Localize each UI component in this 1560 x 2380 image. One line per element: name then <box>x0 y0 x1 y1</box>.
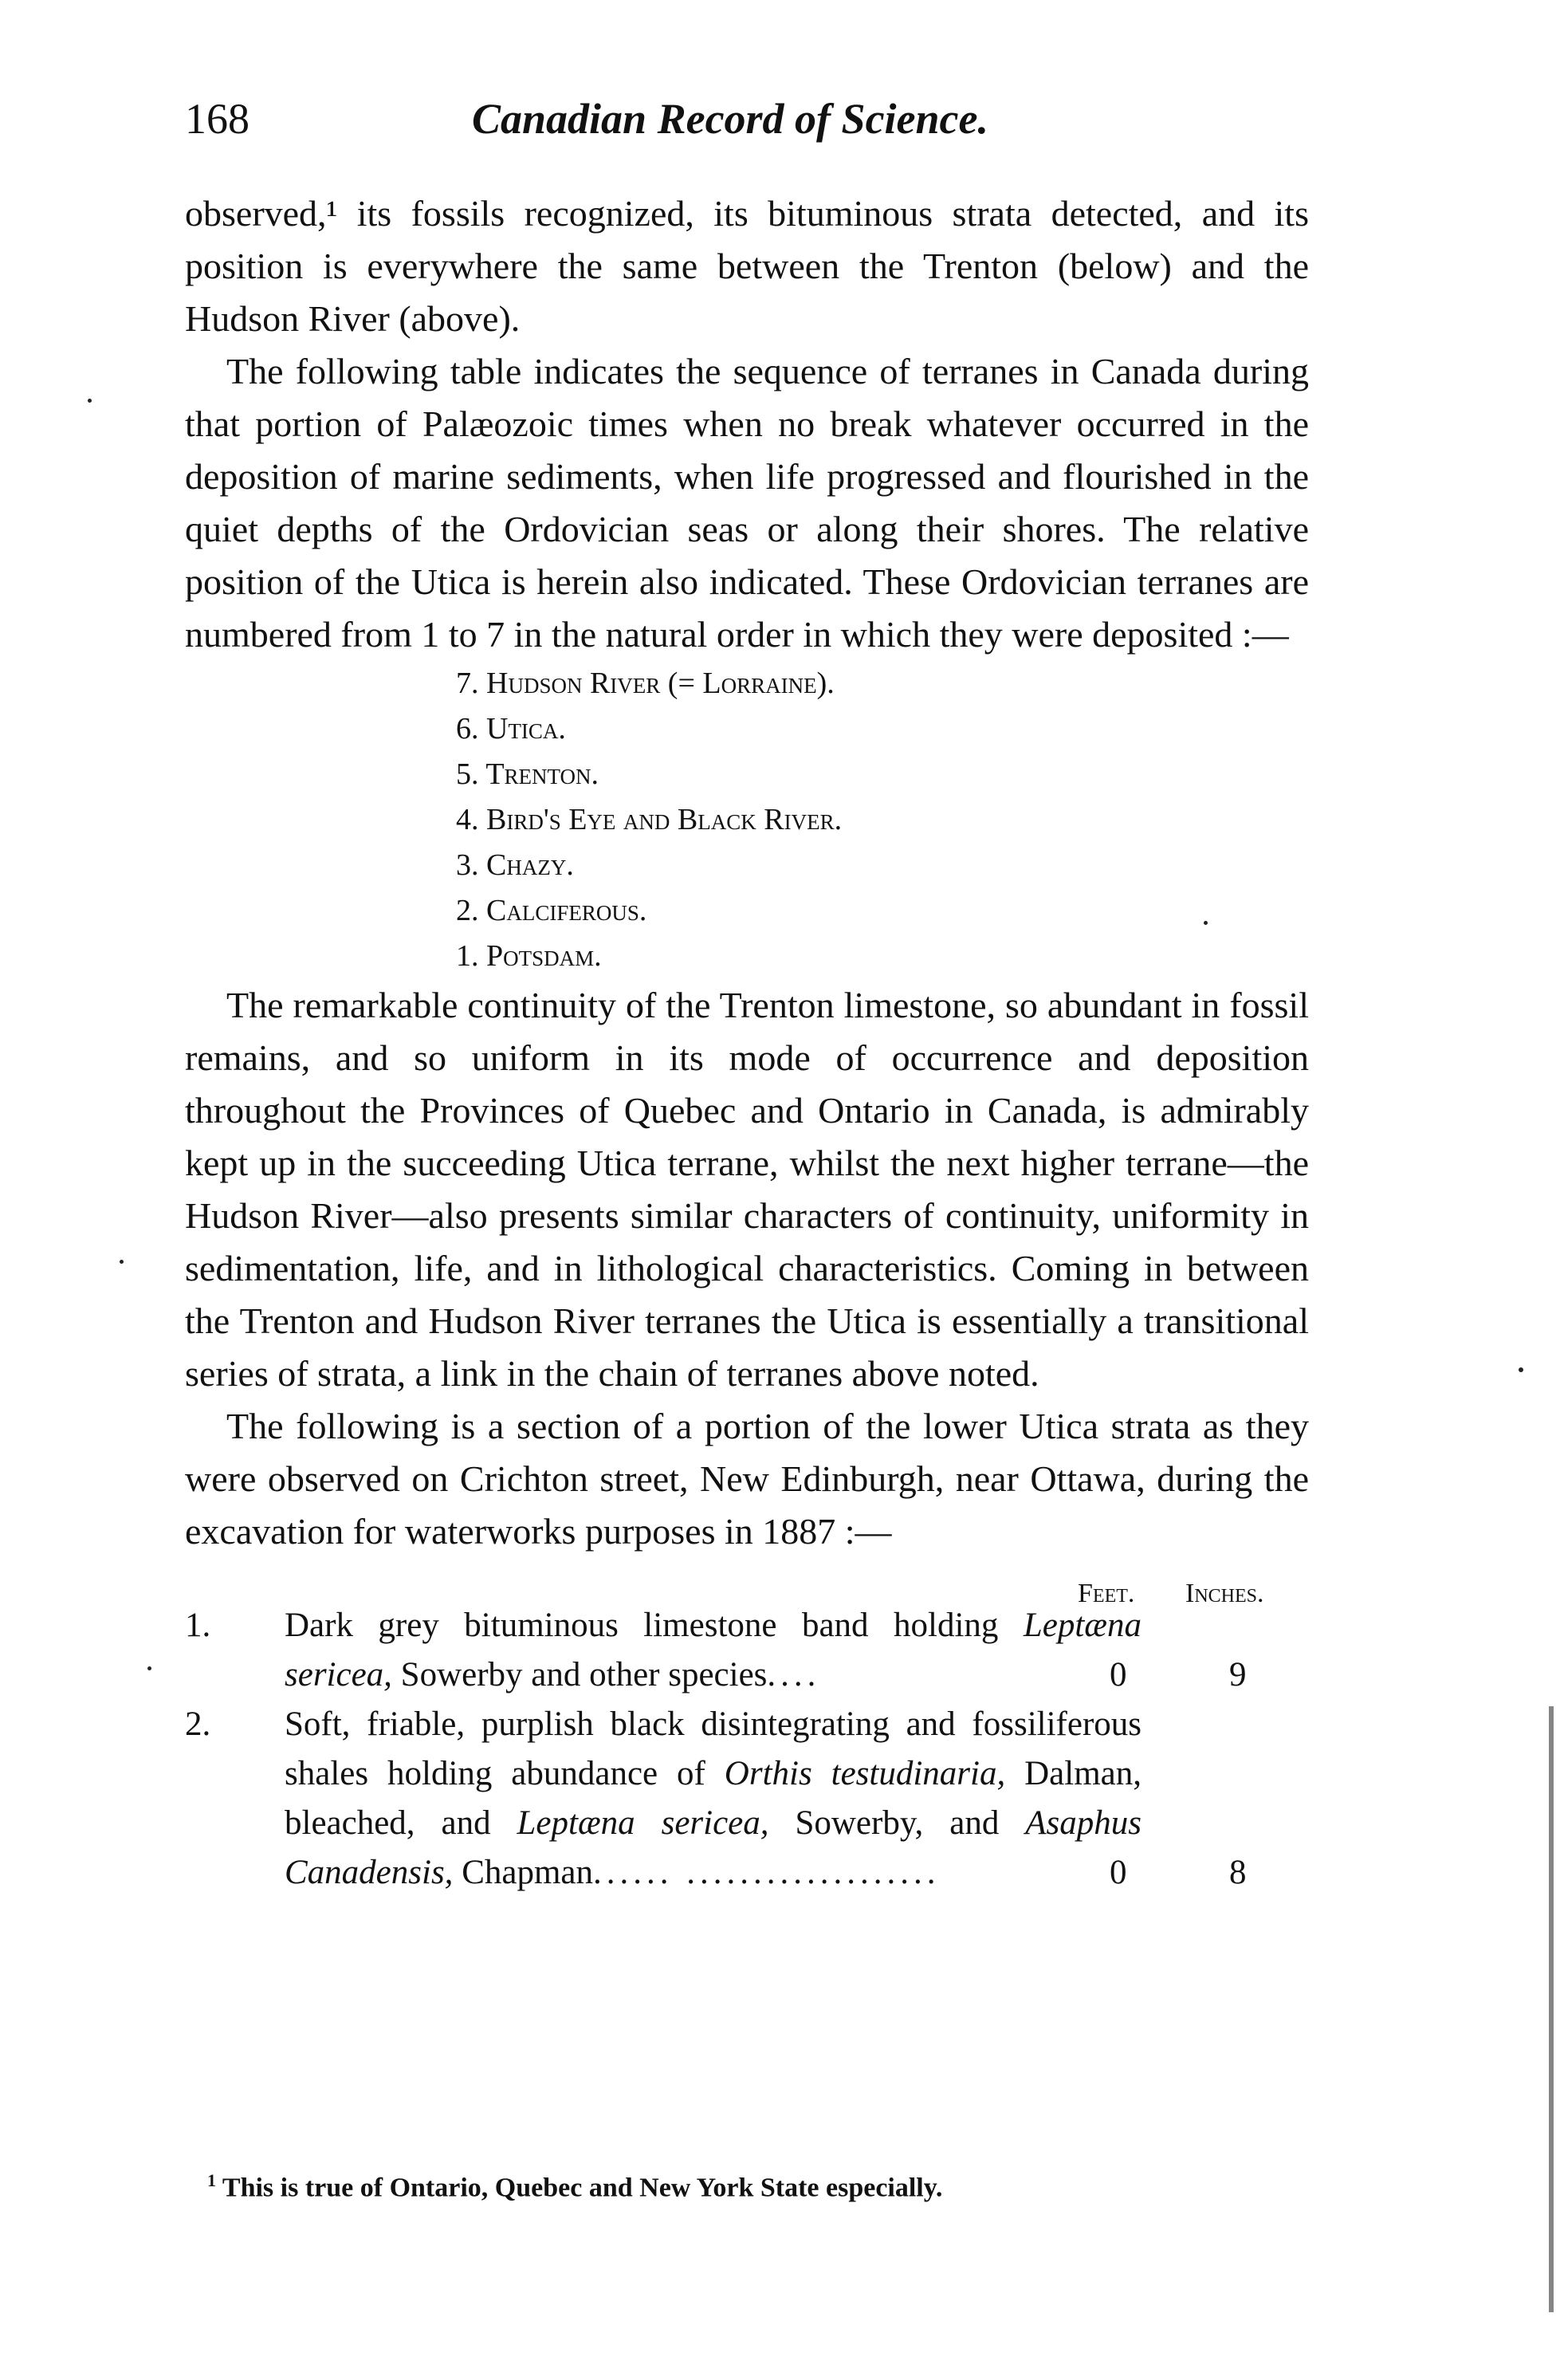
stratum-feet: 0 <box>1110 1656 1127 1694</box>
terrane-item: 5. Trenton. <box>456 757 599 791</box>
description-text: Chapman <box>453 1854 593 1891</box>
stratum-number: 2. <box>185 1705 211 1743</box>
stratum-feet: 0 <box>1110 1854 1127 1891</box>
paragraph: The following table indicates the sequence of terranes in Canada during that portion of Palæozoic times when no break whatever occurred in the deposition of marine sediments, when life progressed and flourished in the quiet depths of the Ordovician seas or along their shores. The relative position of the Utica is herein also indicated. These Ordovician terranes are numbered from 1 to 7 in the natural order in which they were deposited :— <box>185 351 1309 655</box>
column-header-inches: Inches. <box>1185 1579 1264 1608</box>
species-name: Leptæna sericea, <box>285 1607 1142 1694</box>
species-name: Asaphus Canadensis, <box>285 1804 1142 1891</box>
description-text: Soft, friable, purplish black disintegrating and fossiliferous shales holding abundance of <box>285 1705 1142 1792</box>
leader-dots: ...... ................... <box>593 1854 941 1891</box>
description-text: Dark grey bituminous limestone band holding <box>285 1607 1024 1644</box>
page-number: 168 <box>185 95 250 143</box>
terrane-list <box>456 661 1309 979</box>
strata-section <box>185 1601 1309 1898</box>
running-title: Canadian Record of Science. <box>472 95 988 143</box>
scan-speck <box>1519 1367 1523 1372</box>
terrane-item: 7. Hudson River (= Lorraine). <box>456 667 835 700</box>
description-text: Sowerby and other species <box>391 1656 768 1694</box>
species-name: Leptæna sericea, <box>517 1804 769 1842</box>
stratum-inches: 9 <box>1229 1656 1247 1694</box>
stratum-description <box>285 1700 1142 1898</box>
footnote <box>207 2170 942 2203</box>
page-header <box>185 94 1309 158</box>
section-column-headers <box>185 1561 1309 1608</box>
scan-edge-line <box>1549 1706 1554 2312</box>
paragraph: The remarkable continuity of the Trenton limestone, so abundant in fossil remains, and so uniform in its mode of occurrence and deposition throughout the Provinces of Quebec and Ontario in Canada, is admirably kept up in the succeeding Utica terrane, whilst the next higher terrane—the Hudson River—also presents similar characters of continuity, uniformity in sedimentation, life, and in lithological characteristics. Coming in between the Trenton and Hudson River terranes the Utica is essentially a transitional series of strata, a link in the chain of terranes above noted. <box>185 985 1309 1394</box>
footnote-mark: 1 <box>207 2170 216 2190</box>
paragraph: observed,¹ its fossils recognized, its bituminous strata detected, and its position is everywhere the same between the Trenton (below) and the Hudson River (above). <box>185 193 1309 339</box>
description-text: Dalman, bleached, and <box>285 1755 1142 1842</box>
stratum-description <box>285 1601 1142 1700</box>
body-text <box>185 187 1309 1898</box>
scan-speck <box>88 399 92 403</box>
stratum-entry <box>185 1700 1247 1898</box>
terrane-item: 6. Utica. <box>456 712 566 745</box>
column-header-feet: Feet. <box>1078 1579 1135 1608</box>
species-name: Orthis testudinaria, <box>724 1755 1006 1792</box>
description-text: Sowerby, and <box>768 1804 1026 1842</box>
terrane-item: 2. Calciferous. <box>456 894 647 927</box>
scan-speck <box>120 1260 124 1264</box>
stratum-number: 1. <box>185 1607 211 1644</box>
leader-dots: .... <box>767 1656 821 1694</box>
scan-speck <box>147 1666 151 1670</box>
paragraph: The following is a section of a portion of the lower Utica strata as they were observed on Crichton street, New Edinburgh, near Ottawa, during the excavation for waterworks purposes in 1887 :— <box>185 1406 1309 1552</box>
terrane-item: 4. Bird's Eye and Black River. <box>456 803 843 836</box>
stratum-inches: 8 <box>1229 1854 1247 1891</box>
stratum-entry <box>185 1601 1247 1700</box>
terrane-item: 1. Potsdam. <box>456 939 602 973</box>
terrane-item: 3. Chazy. <box>456 848 574 882</box>
footnote-text: This is true of Ontario, Quebec and New York State especially. <box>222 2173 943 2203</box>
scan-speck <box>1204 921 1208 925</box>
